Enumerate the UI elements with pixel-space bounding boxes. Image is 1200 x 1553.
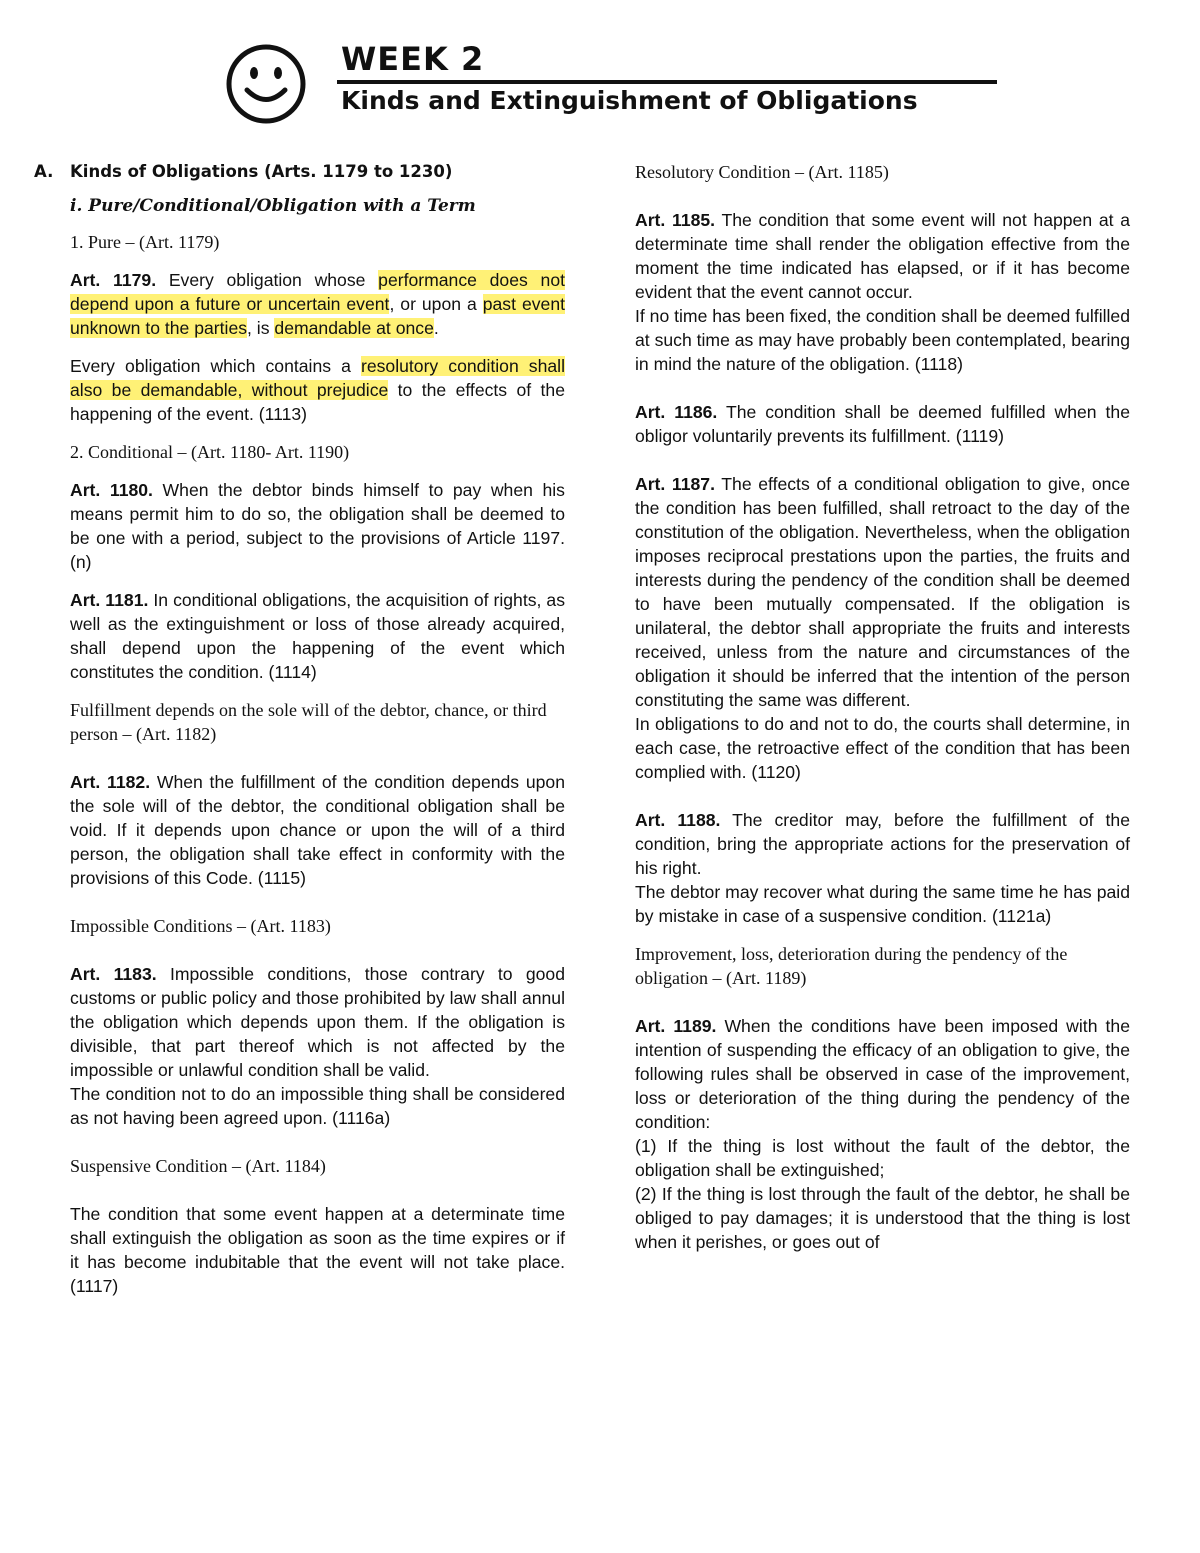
pure-heading: 1. Pure – (Art. 1179) bbox=[70, 232, 220, 252]
article-1185-paragraph-2: If no time has been fixed, the condition shall be deemed fulfilled at such time as may have probably been contemplated, bearing in mind the nature of the obligation. (1118) bbox=[635, 306, 1130, 374]
page-header bbox=[0, 0, 1200, 140]
highlight: demandable at once bbox=[274, 318, 434, 338]
highlight: past event unknown to the parties bbox=[70, 294, 565, 338]
subsection-heading: i. Pure/Conditional/Obligation with a Term bbox=[70, 196, 476, 216]
article-1182 bbox=[70, 770, 565, 890]
article-text: Every obligation which contains a bbox=[70, 356, 361, 376]
highlight: resolutory condition shall also be demandable, without prejudice bbox=[70, 356, 565, 400]
article-number: Art. 1180. bbox=[70, 480, 153, 500]
article-text: Impossible conditions, those contrary to good customs or public policy and those prohibited by law shall annul the obligation which depends upon them. If the obligation is divisible, that part thereof which is not affected by the impossible or unlawful condition shall be valid. bbox=[70, 964, 565, 1080]
page-title: WEEK 2 bbox=[341, 40, 485, 78]
article-number: Art. 1187. bbox=[635, 474, 715, 494]
article-1188-paragraph-2: The debtor may recover what during the same time he has paid by mistake in case of a suspensive condition. (1121a) bbox=[635, 882, 1130, 926]
article-1184: The condition that some event happen at a determinate time shall extinguish the obligation as soon as the time expires or if it has become indubitable that the event will not take place. (1117) bbox=[70, 1204, 565, 1296]
title-divider bbox=[337, 80, 997, 84]
article-1183 bbox=[70, 962, 565, 1082]
article-1181 bbox=[70, 588, 565, 684]
article-1189-rule-2: (2) If the thing is lost through the fault of the debtor, he shall be obliged to pay damages; it is understood that the thing is lost when it perishes, or goes out of bbox=[635, 1184, 1130, 1252]
article-text: to the effects of the happening of the event. (1113) bbox=[70, 380, 565, 424]
article-number: Art. 1188. bbox=[635, 810, 721, 830]
article-text: The condition that some event will not happen at a determinate time shall render the obligation effective from the moment the time indicated has elapsed, or if it has become evident that the event cannot occur. bbox=[635, 210, 1130, 302]
fulfillment-heading: Fulfillment depends on the sole will of the debtor, chance, or third person – (Art. 1182) bbox=[70, 700, 547, 744]
article-number: Art. 1183. bbox=[70, 964, 157, 984]
article-number: Art. 1182. bbox=[70, 772, 151, 792]
article-number: Art. 1189. bbox=[635, 1016, 717, 1036]
article-1179-paragraph-2 bbox=[70, 354, 565, 426]
article-text: When the debtor binds himself to pay when his means permit him to do so, the obligation shall be deemed to be one with a period, subject to the provisions of Article 1197. (n) bbox=[70, 480, 565, 572]
article-1189 bbox=[635, 1014, 1130, 1134]
article-text: The creditor may, before the fulfillment of the condition, bring the appropriate actions for the preservation of his right. bbox=[635, 810, 1131, 878]
article-number: Art. 1179. bbox=[70, 270, 157, 290]
smiley-icon bbox=[225, 43, 307, 125]
article-number: Art. 1181. bbox=[70, 590, 149, 610]
resolutory-heading: Resolutory Condition – (Art. 1185) bbox=[635, 162, 889, 182]
article-text: , is bbox=[247, 318, 275, 338]
section-heading bbox=[34, 160, 565, 184]
article-1189-rule-1: (1) If the thing is lost without the fault of the debtor, the obligation shall be extinguished; bbox=[635, 1136, 1130, 1180]
article-text: When the fulfillment of the condition depends upon the sole will of the debtor, the conditional obligation shall be void. If it depends upon chance or upon the will of a third person, the obligation shall take effect in conformity with the provisions of this Code. (1115) bbox=[70, 772, 565, 888]
left-column bbox=[34, 160, 565, 1312]
article-text: In conditional obligations, the acquisition of rights, as well as the extinguishment or loss of those already acquired, shall depend upon the happening of the event which constitutes the condition. (1114) bbox=[70, 590, 565, 682]
impossible-heading: Impossible Conditions – (Art. 1183) bbox=[70, 916, 331, 936]
article-text: Every obligation whose bbox=[156, 270, 379, 290]
article-text: The effects of a conditional obligation to give, once the condition has been fulfilled, shall retroact to the day of the constitution of the obligation. Nevertheless, when the obligation imposes reciprocal prestations upon the parties, the fruits and interests during the pendency of the condition shall be deemed to have been mutually compensated. If the obligation is unilateral, the debtor shall appropriate the fruits and interests received, unless from the nature and circumstances of the obligation it should be inferred that the intention of the person constituting the same was different. bbox=[635, 474, 1130, 710]
article-text: . bbox=[433, 318, 439, 338]
article-text: When the conditions have been imposed with the intention of suspending the efficacy of an obligation to give, the following rules shall be observed in case of the improvement, loss or deterioration of the thing during the pendency of the condition: bbox=[635, 1016, 1130, 1132]
article-text: The condition shall be deemed fulfilled when the obligor voluntarily prevents its fulfillment. (1119) bbox=[635, 402, 1130, 446]
article-1187 bbox=[635, 472, 1130, 712]
article-1179 bbox=[70, 268, 565, 340]
article-1180 bbox=[70, 478, 565, 574]
section-title: Kinds of Obligations (Arts. 1179 to 1230) bbox=[70, 162, 453, 181]
article-1185 bbox=[635, 208, 1130, 304]
article-1188 bbox=[635, 808, 1130, 880]
conditional-heading: 2. Conditional – (Art. 1180- Art. 1190) bbox=[70, 442, 350, 462]
right-column bbox=[635, 160, 1130, 1254]
article-text: , or upon a bbox=[389, 294, 483, 314]
article-1186 bbox=[635, 400, 1130, 448]
highlight: performance does not depend upon a future or uncertain event bbox=[70, 270, 565, 314]
article-1187-paragraph-2: In obligations to do and not to do, the courts shall determine, in each case, the retroactive effect of the condition that has been complied with. (1120) bbox=[635, 714, 1130, 782]
article-number: Art. 1185. bbox=[635, 210, 716, 230]
article-1183-paragraph-2: The condition not to do an impossible thing shall be considered as not having been agreed upon. (1116a) bbox=[70, 1084, 565, 1128]
article-number: Art. 1186. bbox=[635, 402, 718, 422]
improvement-heading: Improvement, loss, deterioration during the pendency of the obligation – (Art. 1189) bbox=[635, 944, 1068, 988]
suspensive-heading: Suspensive Condition – (Art. 1184) bbox=[70, 1156, 326, 1176]
section-letter: A. bbox=[34, 162, 54, 181]
page-subtitle: Kinds and Extinguishment of Obligations bbox=[341, 86, 918, 115]
